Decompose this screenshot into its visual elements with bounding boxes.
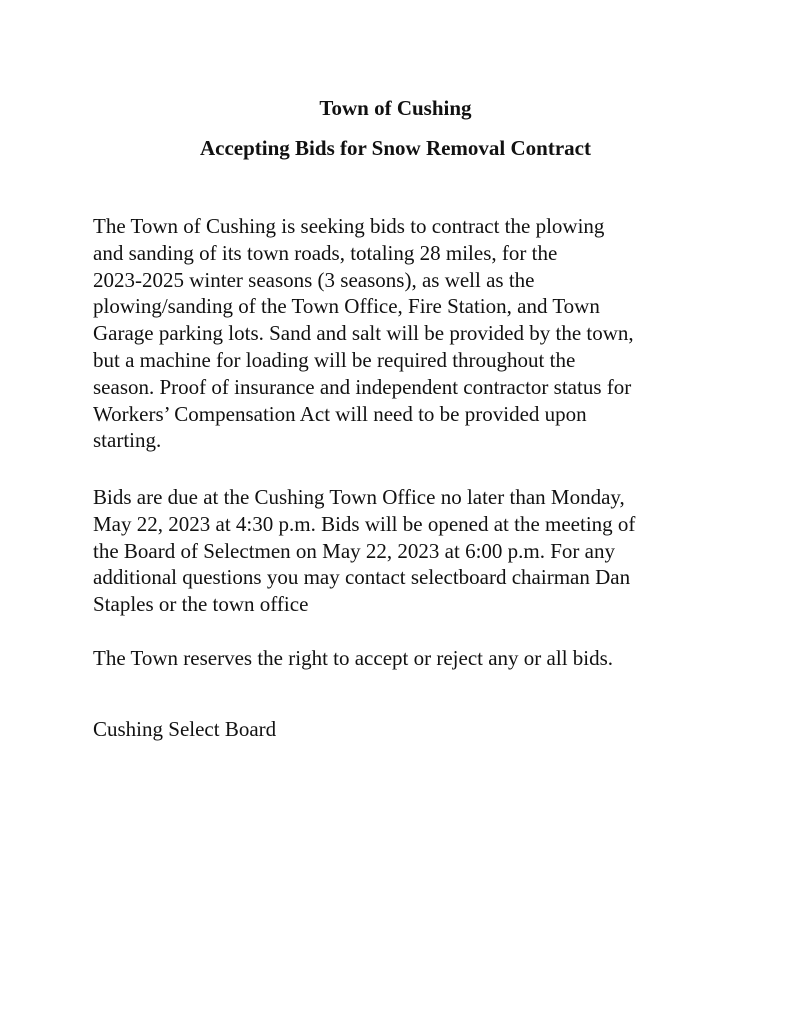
paragraph-scope [93, 213, 703, 454]
text-line: May 22, 2023 at 4:30 p.m. Bids will be opened at the meeting of [93, 511, 636, 536]
paragraph-reservation [93, 645, 703, 672]
text-line: starting. [93, 428, 162, 453]
paragraph-deadline [93, 484, 703, 618]
document-subtitle: Accepting Bids for Snow Removal Contract [199, 136, 591, 160]
text-line: Staples or the town office [93, 592, 309, 617]
text-line: additional questions you may contact selectboard chairman Dan [93, 565, 631, 590]
signature: Cushing Select Board [93, 717, 277, 741]
text-line: but a machine for loading will be required throughout the [93, 347, 576, 372]
text-line: plowing/sanding of the Town Office, Fire Station, and Town [93, 294, 600, 319]
text-line: Garage parking lots. Sand and salt will be provided by the town, [93, 321, 634, 346]
text-line: season. Proof of insurance and independent contractor status for [93, 374, 632, 399]
text-line: the Board of Selectmen on May 22, 2023 at 6:00 p.m. For any [93, 538, 615, 563]
text-line: The Town of Cushing is seeking bids to contract the plowing [93, 214, 605, 238]
text-line: Bids are due at the Cushing Town Office no later than Monday, [93, 485, 625, 509]
document-title: Town of Cushing [319, 96, 472, 120]
text-line: and sanding of its town roads, totaling 28 miles, for the [93, 240, 558, 265]
text-line: The Town reserves the right to accept or reject any or all bids. [93, 646, 614, 670]
text-line: 2023-2025 winter seasons (3 seasons), as well as the [93, 267, 535, 292]
text-line: Workers’ Compensation Act will need to be provided upon [93, 401, 587, 426]
